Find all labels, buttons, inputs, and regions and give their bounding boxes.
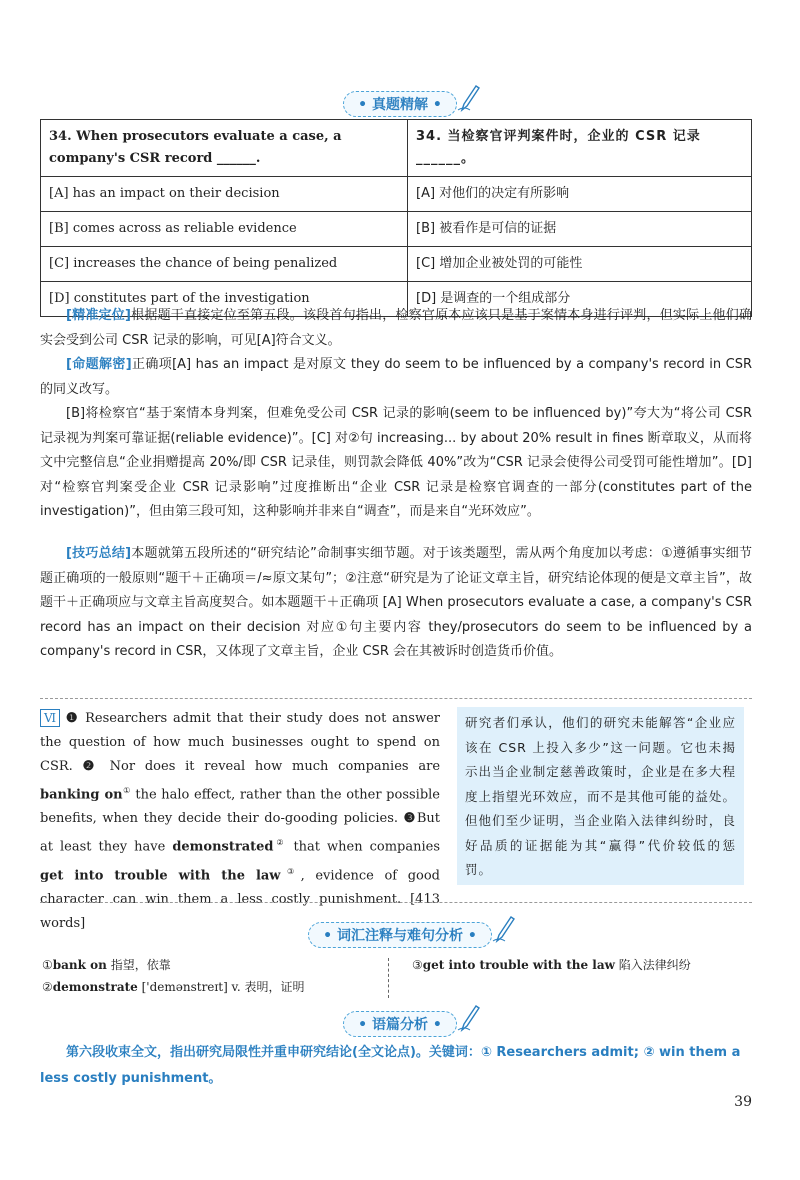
explanation-text: 根据题干直接定位至第五段。该段首句指出，检察官原本应该只是基于案情本身进行评判，但实际上他们确实会受到公司 CSR 记录的影响，可见[A]符合文义。	[40, 308, 752, 348]
option-a-en: [A] has an impact on their decision	[41, 177, 408, 212]
section-title-vocab	[0, 922, 800, 948]
section-title-discourse	[0, 1011, 800, 1037]
vocab-highlight: get into trouble with the law	[40, 867, 281, 883]
vocab-number: ①	[42, 958, 53, 972]
vocab-item	[412, 953, 691, 977]
section-title-exam-analysis	[0, 91, 800, 117]
table-row	[41, 120, 752, 177]
sentence-number: ❷	[82, 759, 100, 774]
option-c-cn: [C] 增加企业被处罚的可能性	[408, 247, 752, 282]
tag-location: [精准定位]	[66, 308, 131, 323]
vocab-highlight: banking on	[40, 787, 123, 803]
page-number: 39	[734, 1094, 752, 1110]
divider	[388, 958, 395, 998]
question-stem-cn: 34. 当检察官评判案件时，企业的 CSR 记录______。	[408, 120, 752, 177]
option-b-en: [B] comes across as reliable evidence	[41, 212, 408, 247]
vocab-highlight: demonstrated	[172, 839, 274, 855]
option-d-en: [D] constitutes part of the investigation	[41, 282, 408, 317]
table-row	[41, 247, 752, 282]
explanation-paragraph-tips	[40, 542, 752, 665]
explanation-text: [B]将检察官“基于案情本身判案，但难免受公司 CSR 记录的影响(seem to be influenced by)”夸大为“将公司 CSR 记录视为判案可靠证据(reliable evidence)”。[C] 对②句 increasing... by about 20% result in fines 断章取义，从而将文中完整信息“企业捐赠提高 20%/即 CSR 记录佳，则罚款会降低 40%”改为“CSR 记录会使得公司受罚可能性增加”。[D] 对“检察官判案受企业 CSR 记录影响”过度推断出“企业 CSR 记录是检察官调查的一部分(constitutes part of the investigation)”，但由第三段可知，这种影响并非来自“调查”，而是来自“光环效应”。	[40, 406, 752, 519]
sentence-number: ❸	[403, 811, 417, 827]
vocab-meaning: 指望，依靠	[106, 958, 171, 972]
sentence-3-cont: that when companies	[286, 839, 441, 855]
option-a-cn: [A] 对他们的决定有所影响	[408, 177, 752, 212]
sentence-3-end: , evidence of good character can win them a less costly punishment.	[40, 867, 440, 907]
vocab-word: bank on	[52, 958, 107, 972]
discourse-analysis: 第六段收束全文，指出研究局限性并重申研究结论(全文论点)。关键词：① Researchers admit; ② win them a less costly punishment。	[40, 1045, 741, 1086]
pen-icon	[491, 915, 515, 943]
tag-decode: [命题解密]	[66, 357, 132, 372]
question-stem-en: 34. When prosecutors evaluate a case, a company's CSR record ______.	[41, 120, 408, 177]
explanation-text: 本题就第五段所述的“研究结论”命制事实细节题。对于该类题型，需从两个角度加以考虑：①遵循事实细节题正确项的一般原则“题干＋正确项＝/≈原文某句”；②注意“研究是为了论证文章主旨，研究结论体现的便是文章主旨”，故题干＋正确项应与文章主旨高度契合。如本题题干＋正确项 [A] When prosecutors evaluate a case, a company's CSR record has an impact on their decision 对应①句主要内容 they/prosecutors do seem to be influenced by a company's record in CSR，又体现了文章主旨，企业 CSR 会在其被诉时创造货币价值。	[40, 546, 752, 659]
tag-tips: [技巧总结]	[66, 546, 132, 561]
sentence-1: Researchers admit that their study does not answer the question of how much businesses ought to spend on CSR.	[40, 711, 441, 774]
option-b-cn: [B] 被看作是可信的证据	[408, 212, 752, 247]
table-row	[41, 212, 752, 247]
section-title-label: • 语篇分析 •	[358, 1017, 442, 1033]
vocab-word: demonstrate	[52, 980, 138, 994]
explanation-paragraph-decode	[40, 353, 752, 402]
option-d-cn: [D] 是调查的一个组成部分	[408, 282, 752, 317]
paragraph-number: Ⅵ	[40, 709, 60, 727]
section-title-label: • 词汇注释与难句分析 •	[323, 928, 477, 944]
question-table	[40, 119, 752, 317]
sentence-number: ❶	[64, 711, 80, 726]
pen-icon	[456, 1004, 480, 1032]
vocab-item	[42, 953, 171, 977]
divider	[40, 698, 752, 699]
footnote-marker: ②	[273, 838, 287, 848]
vocab-word: get into trouble with the law	[422, 958, 615, 972]
divider	[40, 902, 752, 903]
explanation-text: 正确项[A] has an impact 是对原文 they do seem to be influenced by a company's record in CSR 的同义改写。	[40, 357, 752, 397]
sentence-2-cont: the halo effect, rather than the other possible benefits, when they decide their do-gooding policies.	[40, 787, 440, 827]
sentence-3: But at least they have	[40, 811, 440, 855]
pen-icon	[456, 84, 480, 112]
section-title-label: • 真题精解 •	[358, 97, 442, 113]
vocab-meaning: 陷入法律纠纷	[614, 958, 691, 972]
word-count: [413 words]	[40, 891, 440, 931]
footnote-marker: ①	[122, 786, 131, 795]
explanation-paragraph-distractors	[40, 402, 752, 525]
vocab-item	[42, 975, 305, 999]
vocab-number: ②	[42, 980, 53, 994]
table-row	[41, 177, 752, 212]
translation-box: 研究者们承认，他们的研究未能解答“企业应该在 CSR 上投入多少”这一问题。它也未揭示出当企业制定慈善政策时，企业是在多大程度上指望光环效应，而不是其他可能的益处。但他们至少证明，当企业陷入法律纠纷时，良好品质的证据能为其“赢得”代价较低的惩罚。	[457, 707, 744, 885]
sentence-2: Nor does it reveal how much companies are	[99, 759, 441, 774]
vocab-number: ③	[412, 958, 423, 972]
footnote-marker: ③	[280, 866, 301, 876]
option-c-en: [C] increases the chance of being penalized	[41, 247, 408, 282]
vocab-meaning: ['demənstreɪt] v. 表明，证明	[137, 980, 305, 994]
explanation-paragraph-location	[40, 304, 752, 353]
